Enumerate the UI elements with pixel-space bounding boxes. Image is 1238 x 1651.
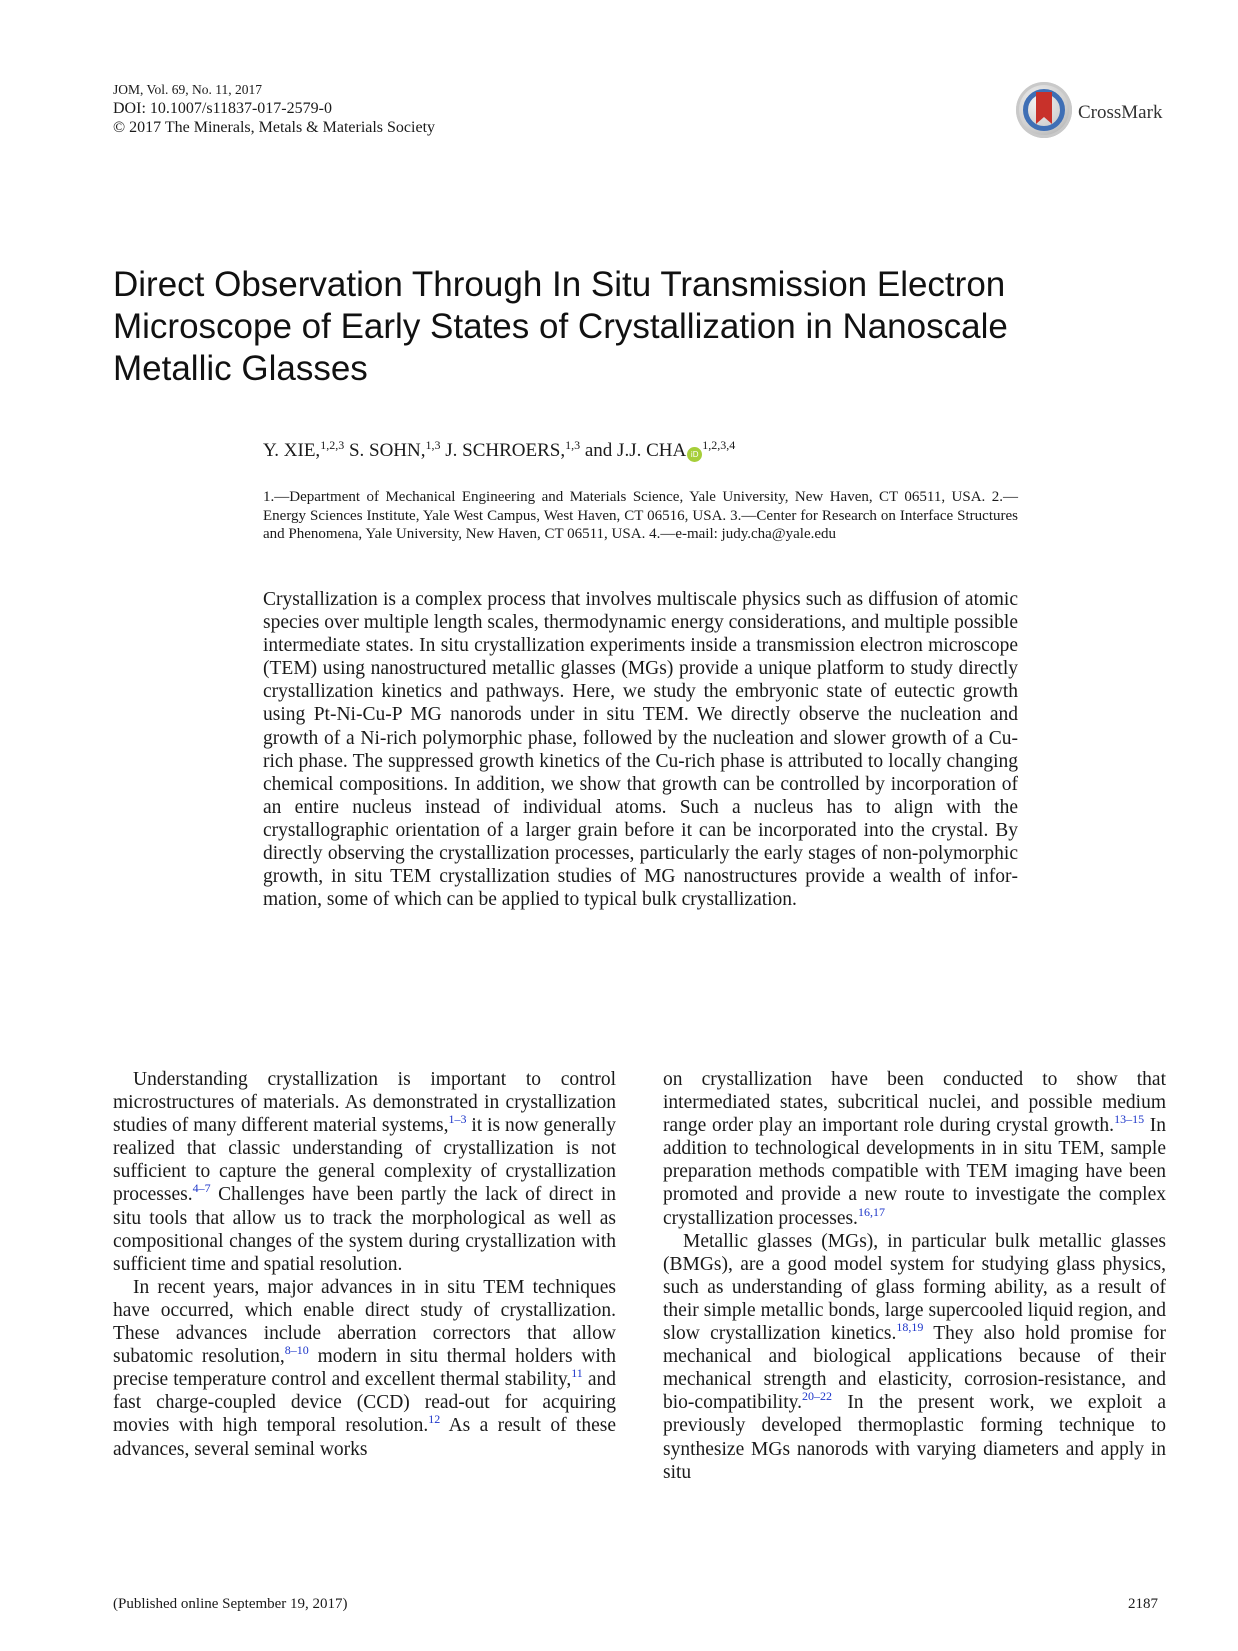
crossmark-label: CrossMark — [1078, 102, 1163, 123]
abstract: Crystallization is a complex process that involves multiscale physics such as diffusion of atomic species over multiple length scales, thermodynamic energy considerations, and multiple possible intermediate states. In situ crystallization experiments inside a transmission electron microscope (TEM) using nanostructured metallic glasses (MGs) provide a unique platform to study directly crystallization kinetics and pathways. Here, we study the embryonic state of eutectic growth using Pt-Ni-Cu-P MG nanorods under in situ TEM. We directly observe the nucleation and growth of a Ni-rich polymorphic phase, followed by the nucleation and slower growth of a Cu-rich phase. The suppressed growth kinetics of the Cu-rich phase is attributed to locally changing chemical compositions. In addition, we show that growth can be controlled by incorporation of an entire nucleus instead of individual atoms. Such a nucleus has to align with the crystallographic orientation of a larger grain before it can be incorporated into the crystal. By directly observing the crystallization processes, particularly the early stages of non-polymorphic growth, in situ TEM crystallization studies of MG nanostructures provide a wealth of information, some of which can be applied to typical bulk crystallization. — [263, 589, 1018, 911]
crossmark-icon — [1016, 82, 1072, 138]
citation-link[interactable]: 20–22 — [802, 1389, 833, 1404]
citation-link[interactable]: 16,17 — [857, 1204, 885, 1219]
author-affiliation-ref: 1,2,3 — [320, 438, 345, 452]
author-name: S. SOHN, — [348, 440, 426, 461]
body-paragraph: Metallic glasses (MGs), in particular bulk metallic glasses (BMGs), are a good model system for studying glass physics, such as understanding of glass forming ability, as a result of their simple metallic bonds, large supercooled liquid region, and slow crystallization kinetics.$^{18,19}$ They also hold promise for mechanical and biological applications because of their mechanical strength and elasticity, corrosion-resistance, and bio-compatibility.$^{20-22}$ In the present work, we exploit a previously developed thermoplastic forming technique to synthesize MGs nanorods with varying diameters and apply in situ — [663, 1230, 1166, 1483]
citation-link[interactable]: 1–3 — [448, 1112, 467, 1127]
author-name: J.J. CHA — [617, 440, 687, 461]
article-title: Direct Observation Through In Situ Transmission Electron Microscope of Early States of Crystallization in Nanoscale Metallic Glasses — [113, 265, 1008, 388]
citation-link[interactable]: 4–7 — [192, 1181, 211, 1196]
affiliations: 1.—Department of Mechanical Engineering and Materials Science, Yale University, New Haven, CT 06511, USA. 2.—Energy Sciences Institute, Yale West Campus, West Haven, CT 06516, USA. 3.—Center for Research on Interface Structures and Phenomena, Yale University, New Haven, CT 06511, USA. 4.—e-mail: judy.cha@yale.edu — [263, 489, 1018, 543]
citation-link[interactable]: 12 — [428, 1412, 441, 1427]
crossmark-badge[interactable] — [1016, 82, 1176, 142]
doi[interactable]: DOI: 10.1007/s11837-017-2579-0 — [113, 100, 332, 117]
body-paragraph: Understanding crystallization is important to control microstructures of materials. As demonstrated in crystallization studies of many different material systems,$^{1-3}$ it is now generally realized that classic understanding of crystallization is not sufficient to capture the general complexity of crystallization processes.$^{4-7}$ Challenges have been partly the lack of direct in situ tools that allow us to track the morphological as well as compositional changes of the system during crystallization with sufficient time and spatial resolution. — [113, 1069, 616, 1275]
author-name: J. SCHROERS, — [445, 440, 566, 461]
author-affiliation-ref: 1,3 — [425, 438, 441, 452]
author-affiliation-ref: 1,2,3,4 — [702, 438, 736, 452]
body-column-right — [663, 1068, 1166, 1484]
journal-citation: JOM, Vol. 69, No. 11, 2017 — [113, 82, 263, 97]
article-metadata — [113, 80, 435, 137]
citation-link[interactable]: 11 — [571, 1366, 583, 1381]
citation-link[interactable]: 13–15 — [1114, 1112, 1145, 1127]
authors-conjunction: and — [584, 440, 613, 461]
body-column-left — [113, 1068, 616, 1461]
orcid-icon[interactable]: iD — [687, 447, 702, 462]
publication-date: (Published online September 19, 2017) — [113, 1596, 348, 1612]
copyright: © 2017 The Minerals, Metals & Materials Society — [113, 119, 436, 136]
body-paragraph: In recent years, major advances in in situ TEM techniques have occurred, which enable direct study of crystallization. These advances include aberration correctors that allow subatomic resolution,$^{8-10}$ modern in situ thermal holders with precise temperature control and excellent thermal stability,$^{11}$ and fast charge-coupled device (CCD) read-out for acquiring movies with high temporal resolution.$^{12}$ As a result of these advances, several seminal works — [113, 1276, 616, 1460]
citation-link[interactable]: 8–10 — [284, 1343, 309, 1358]
author-affiliation-ref: 1,3 — [565, 438, 581, 452]
body-paragraph: on crystallization have been conducted to show that intermediated states, subcritical nuclei, and possible medium range order play an important role during crystal growth.$^{13-15}$ In addition to technological developments in in situ TEM, sample preparation methods compatible with TEM imaging have been promoted and provide a new route to investigate the complex crystallization processes.$^{16,17}$ — [663, 1069, 1166, 1229]
citation-link[interactable]: 18,19 — [896, 1320, 924, 1335]
page-number: 2187 — [1128, 1596, 1158, 1612]
author-name: Y. XIE, — [263, 440, 321, 461]
author-list — [263, 438, 735, 462]
